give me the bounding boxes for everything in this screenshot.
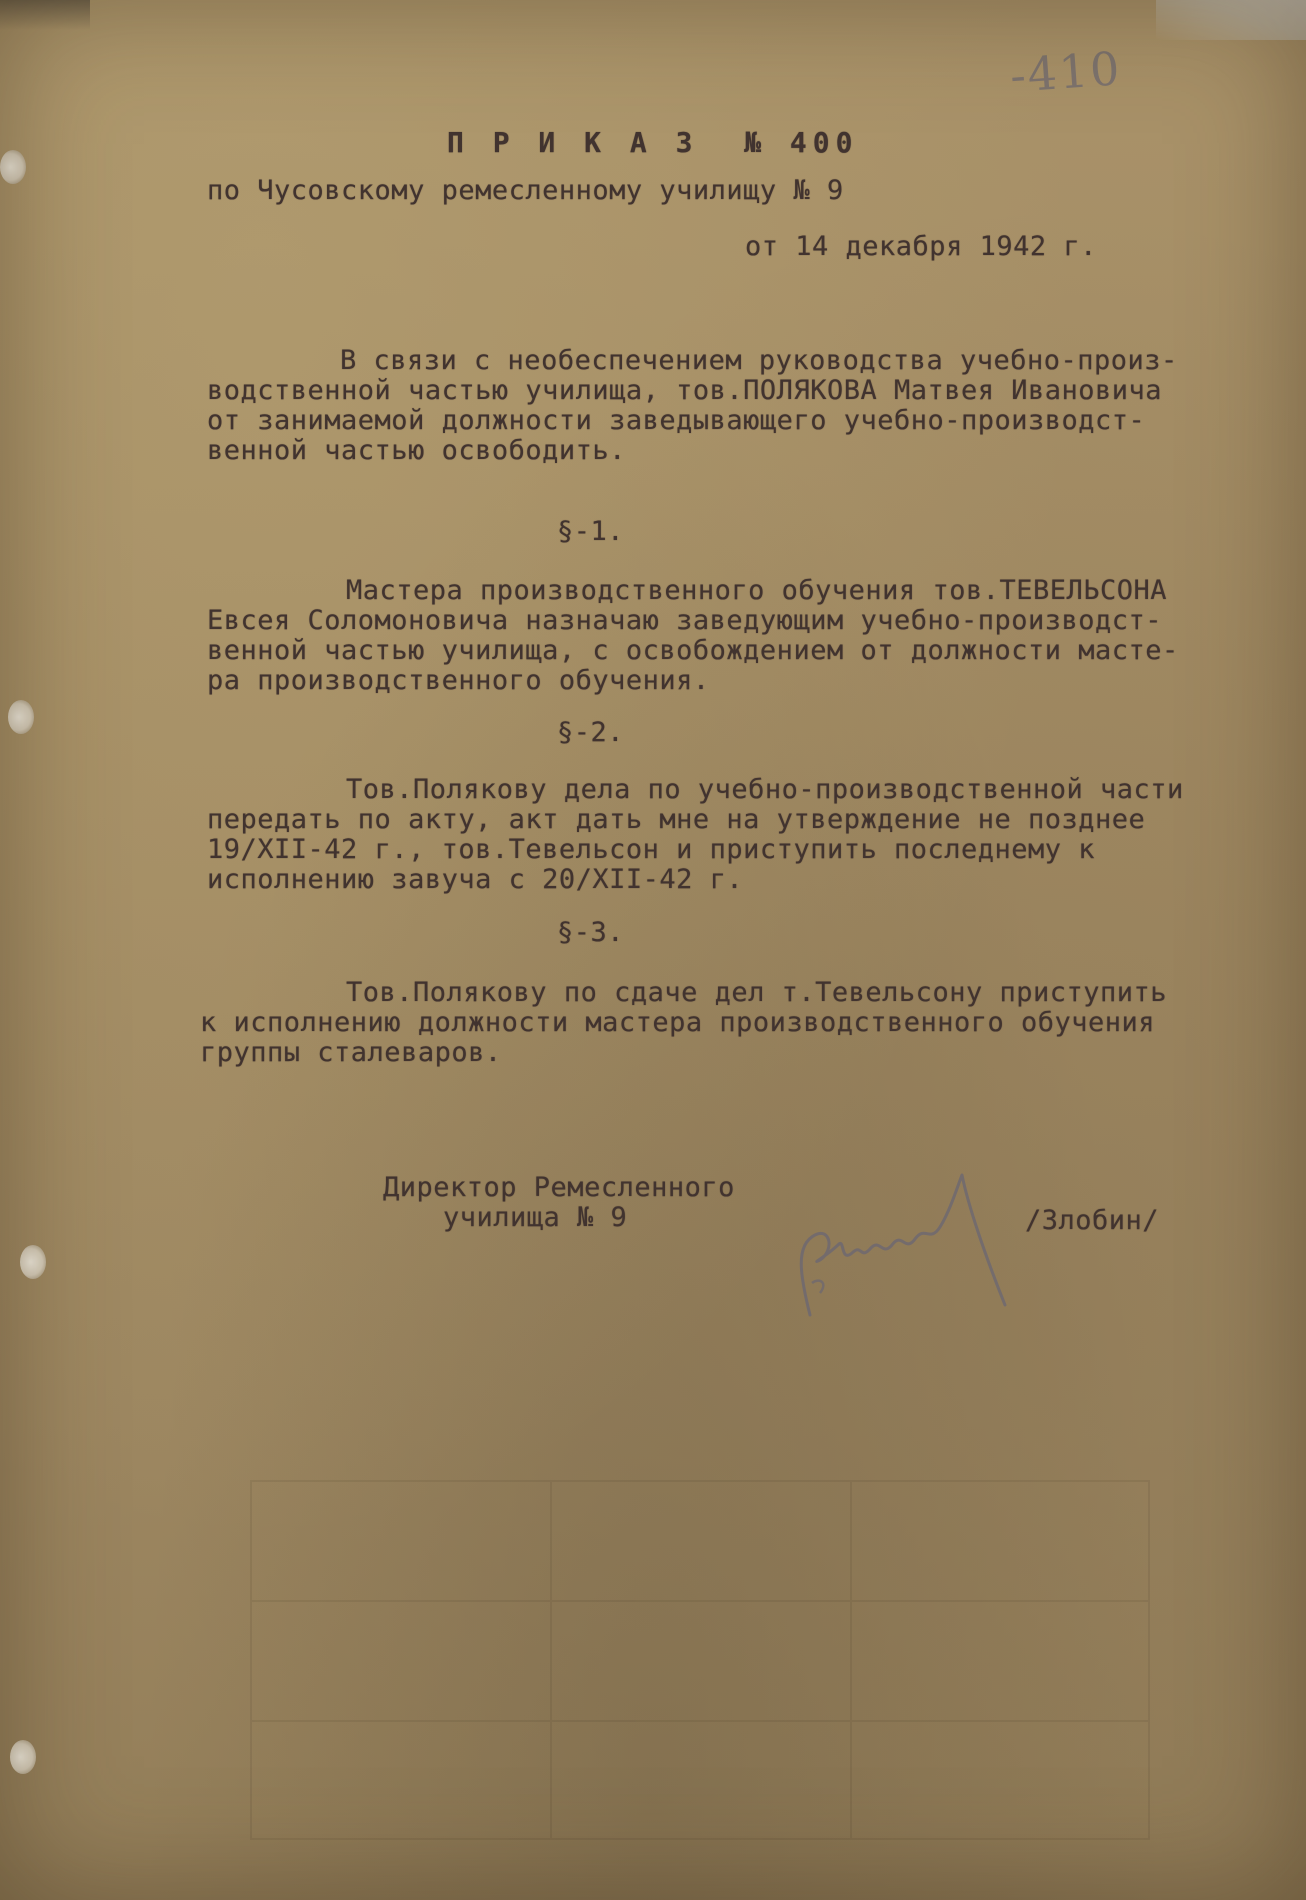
signatory-name: /Злобин/ [1025,1205,1160,1236]
section-line: к исполнению должности мастера производственного обучения [200,1007,1156,1038]
binder-hole [8,700,34,734]
preamble-line: венной частью освободить. [207,435,626,466]
section-line: ра производственного обучения. [207,665,710,696]
section-line: исполнению завуча с 20/XII-42 г. [207,864,744,895]
bleed-through-table [250,1480,1150,1840]
preamble-line: от занимаемой должности заведывающего учебно-производст- [207,405,1146,436]
section-line: Евсея Соломоновича назначаю заведующим учебно-производст- [207,605,1163,636]
binder-hole [20,1245,46,1279]
preamble-line: В связи с необеспечением руководства учебно-произ- [340,345,1178,376]
binder-hole [10,1740,36,1774]
section-line: передать по акту, акт дать мне на утверждение не позднее [207,804,1146,835]
section-line: Тов.Полякову дела по учебно-производственной части [346,774,1184,805]
section-line: Мастера производственного обучения тов.ТЕВЕЛЬСОНА [346,575,1168,606]
section-heading: §-2. [557,717,625,748]
section-line: венной частью училища, с освобождением от должности масте- [207,635,1179,666]
signatory-title: Директор Ремесленного [383,1172,735,1203]
handwritten-signature [790,1165,1020,1325]
signatory-title: училища № 9 [443,1202,628,1233]
archive-mark: -410 [1008,41,1124,103]
section-heading: §-1. [557,516,625,547]
document-subtitle: по Чусовскому ремесленному училищу № 9 [207,175,844,206]
paper-shadow [0,0,90,30]
section-line: группы сталеваров. [200,1037,502,1068]
binder-hole [0,150,26,184]
document-title: П Р И К А З № 400 [447,126,859,159]
document-date: от 14 декабря 1942 г. [745,231,1097,262]
section-line: Тов.Полякову по сдаче дел т.Тевельсону приступить [346,977,1168,1008]
preamble-line: водственной частью училища, тов.ПОЛЯКОВА Матвея Ивановича [207,375,1163,406]
section-line: 19/XII-42 г., тов.Тевельсон и приступить последнему к [207,834,1096,865]
section-heading: §-3. [557,917,625,948]
paper-corner [1156,0,1306,40]
